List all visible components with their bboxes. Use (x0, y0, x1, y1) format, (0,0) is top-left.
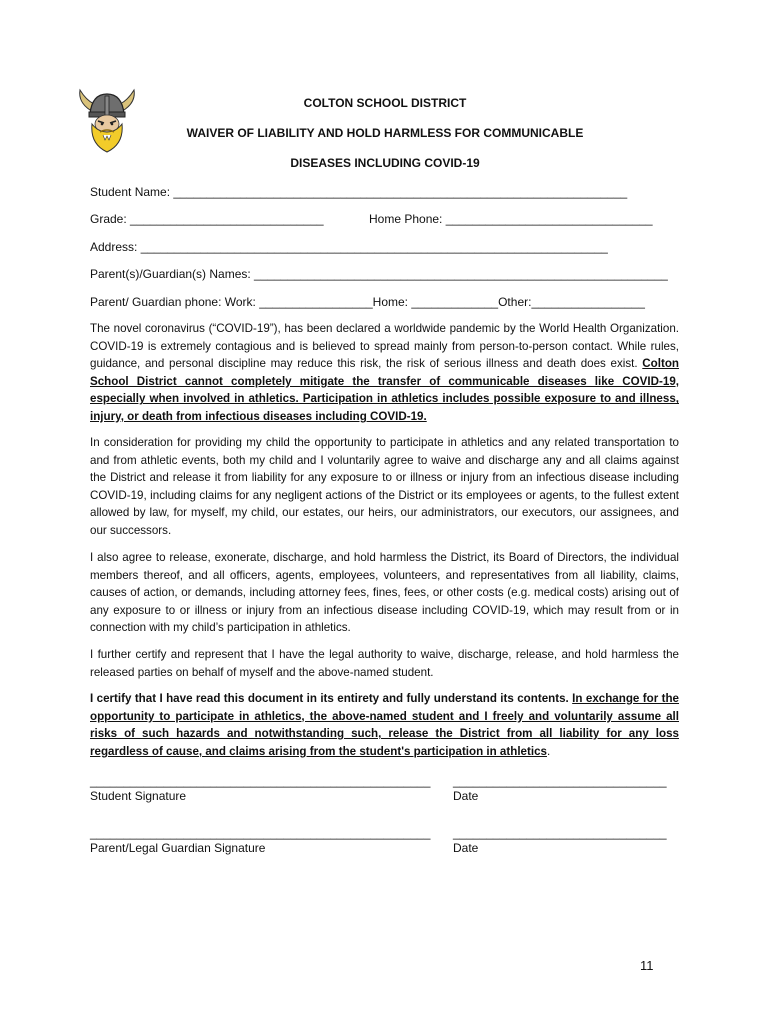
certification-bold-text: I certify that I have read this document in its entirety and fully understand its contents. (90, 692, 573, 705)
district-name: COLTON SCHOOL DISTRICT (303, 96, 467, 110)
page-number: 11 (640, 958, 654, 973)
grade-field[interactable]: Grade: _____________________________ (90, 212, 324, 226)
student-date-label: Date (453, 789, 479, 803)
student-signature-line[interactable]: ___________________________________________________ (90, 774, 431, 788)
student-date-line[interactable]: ________________________________ (453, 774, 667, 788)
guardian-date-line[interactable]: ________________________________ (453, 826, 667, 840)
guardian-names-field[interactable]: Parent(s)/Guardian(s) Names: ______________________________________________________________ (90, 267, 668, 281)
guardian-phone-field[interactable]: Parent/ Guardian phone: Work: _________________Home: _____________Other:_________________ (90, 295, 645, 309)
waiver-consideration-paragraph: In consideration for providing my child the opportunity to participate in athletics and any related transportation to and from athletic events, both my child and I voluntarily agree to waive and discharge any and all claims against the District and release it from liability for any exposure to or illness or injury from an infectious disease including COVID-19, including claims for any negligent actions of the District or its employees or agents, to the fullest extent allowed by law, for myself, my child, our estates, our heirs, our administrators, our executors, our assignees, and our successors. (90, 436, 679, 537)
certification-paragraph (90, 690, 679, 760)
release-paragraph: I also agree to release, exonerate, discharge, and hold harmless the District, its Board of Directors, the individual members thereof, and all officers, agents, employees, volunteers, and representatives from all liability, claims, causes of action, or demands, including attorney fees, fines, fees, or other costs (e.g. medical costs) arising out of any exposure to or illness or injury from an infectious disease including COVID-19, which may result from or in connection with my child’s participation in athletics. (90, 551, 679, 635)
student-name-field[interactable]: Student Name: ____________________________________________________________________ (90, 185, 628, 199)
certification-end: . (546, 744, 551, 758)
covid-risk-paragraph (90, 320, 679, 426)
waiver-title-line-2: DISEASES INCLUDING COVID-19 (290, 156, 480, 170)
home-phone-field[interactable]: Home Phone: _______________________________ (369, 212, 653, 226)
student-signature-label: Student Signature (90, 789, 187, 803)
waiver-title-line-1: WAIVER OF LIABILITY AND HOLD HARMLESS FOR COMMUNICABLE (186, 126, 584, 140)
assumption-of-risk-text: In exchange for the opportunity to participate in athletics, the above-named student and I freely and voluntarily assume all risks of such hazards and notwithstanding such, release the District from all liability for any loss regardless of cause, and claims arising from the student's participation in athletics (90, 692, 680, 758)
guardian-date-label: Date (453, 841, 479, 855)
guardian-signature-line[interactable]: ___________________________________________________ (90, 826, 431, 840)
district-disclaimer-text: Colton School District cannot completely mitigate the transfer of communicable diseases like COVID-19, especially when involved in athletics. Participation in athletics includes possible exposure to and illness, injury, or death from infectious diseases including COVID-19. (90, 357, 679, 423)
address-field[interactable]: Address: ______________________________________________________________________ (90, 240, 608, 254)
covid-risk-text: The novel coronavirus (“COVID-19”), has been declared a worldwide pandemic by the World Health Organization. COVID-19 is extremely contagious and is believed to spread mainly from person-to-person contact. While rules, guidance, and personal discipline may reduce this risk, the risk of serious illness and death does exist. (90, 322, 679, 371)
guardian-signature-label: Parent/Legal Guardian Signature (90, 841, 266, 855)
authority-paragraph: I further certify and represent that I have the legal authority to waive, discharge, release, and hold harmless the released parties on behalf of myself and the above-named student. (90, 648, 679, 679)
